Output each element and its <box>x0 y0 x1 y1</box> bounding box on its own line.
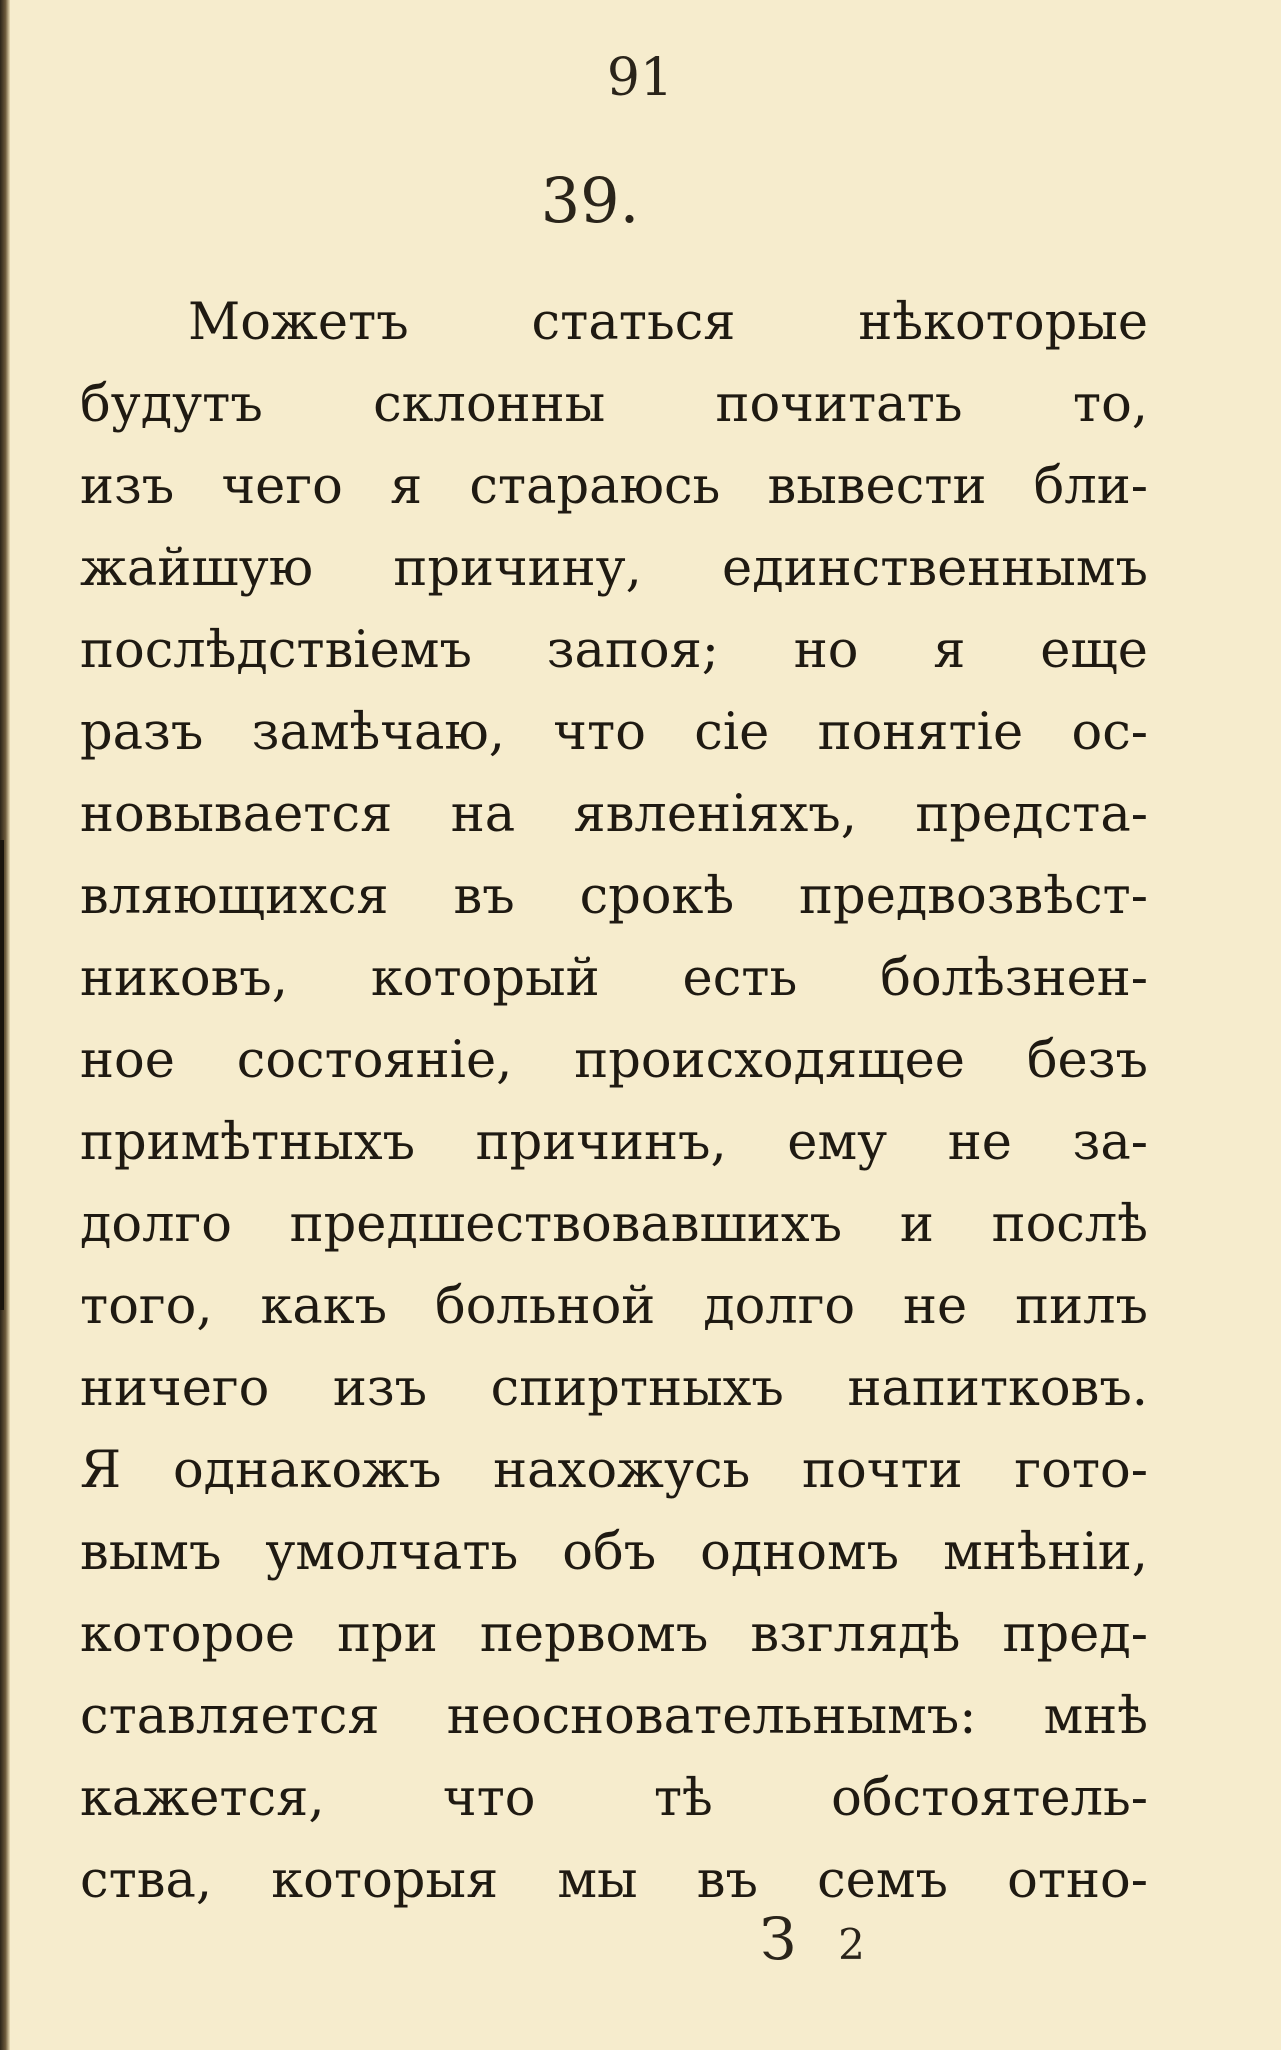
page-edge-shadow <box>0 840 4 1310</box>
text-line: будутъ склонны почитать то, <box>80 375 1148 434</box>
text-line: ное состояніе, происходящее безъ <box>80 1031 1148 1090</box>
text-line: которое при первомъ взглядѣ пред- <box>80 1605 1148 1664</box>
body-text <box>80 282 1148 1922</box>
text-line: Можетъ статься нѣкоторые <box>188 293 1148 352</box>
text-line: того, какъ больной долго не пилъ <box>80 1277 1148 1336</box>
section-number: 39. <box>540 164 640 237</box>
text-line: разъ замѣчаю, что сіе понятіе ос- <box>80 703 1148 762</box>
page-number: 91 <box>606 48 674 108</box>
text-line: ства, которыя мы въ семъ отно- <box>80 1851 1148 1910</box>
text-line: ничего изъ спиртныхъ напитковъ. <box>80 1359 1148 1418</box>
text-line: примѣтныхъ причинъ, ему не за- <box>80 1113 1148 1172</box>
text-line: послѣдствіемъ запоя; но я еще <box>80 621 1148 680</box>
printer-signature-mark <box>760 1905 980 1973</box>
text-line: ставляется неосновательнымъ: мнѣ <box>80 1687 1148 1746</box>
text-line: никовъ, который есть болѣзнен- <box>80 949 1148 1008</box>
text-line: новывается на явленіяхъ, предста- <box>80 785 1148 844</box>
text-line: жайшую причину, единственнымъ <box>80 539 1148 598</box>
text-line: кажется, что тѣ обстоятель- <box>80 1769 1148 1828</box>
text-line: изъ чего я стараюсь вывести бли- <box>80 457 1148 516</box>
text-line: долго предшествовавшихъ и послѣ <box>80 1195 1148 1254</box>
signature-letter: З <box>760 1905 797 1973</box>
signature-number: 2 <box>838 1920 865 1969</box>
text-line: вымъ умолчать объ одномъ мнѣніи, <box>80 1523 1148 1582</box>
text-line: вляющихся въ срокѣ предвозвѣст- <box>80 867 1148 926</box>
text-line: Я однакожъ нахожусь почти гото- <box>80 1441 1148 1500</box>
